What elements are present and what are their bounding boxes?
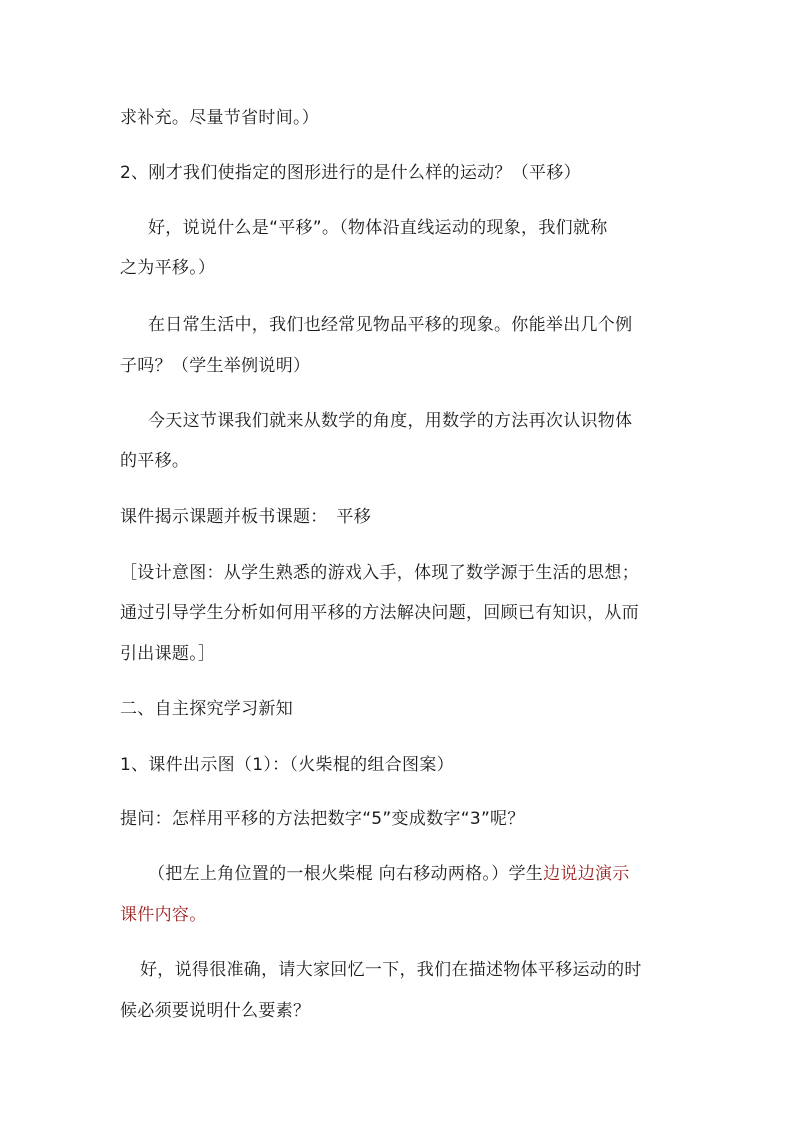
paragraph-line: 的平移。 [120, 451, 190, 471]
paragraph-text: （把左上角位置的一根火柴棍 向右移动两格。）学生 [148, 864, 544, 884]
paragraph-line: 好，说得很准确，请大家回忆一下，我们在描述物体平移运动的时 [140, 960, 642, 980]
question-line: 提问：怎样用平移的方法把数字“5”变成数字“3”呢？ [120, 809, 525, 829]
paragraph-line: 子吗？（学生举例说明） [120, 356, 311, 376]
paragraph-line: 2、刚才我们使指定的图形进行的是什么样的运动？（平移） [120, 163, 581, 183]
design-intent-line: 通过引导学生分析如何用平移的方法解决问题，回顾已有知识，从而 [120, 603, 639, 623]
paragraph-line [148, 863, 630, 885]
design-intent-line: 引出课题。］ [120, 644, 216, 664]
paragraph-line: 求补充。尽量节省时间。） [120, 108, 320, 128]
paragraph-line: 1、课件出示图（1）：（火柴棍的组合图案） [120, 755, 454, 775]
paragraph-line: 之为平移。） [120, 258, 216, 278]
paragraph-line: 在日常生活中，我们也经常见物品平移的现象。你能举出几个例 [148, 315, 633, 335]
paragraph-line: 候必须要说明什么要素？ [120, 1001, 311, 1021]
highlighted-text: 课件内容。 [120, 905, 207, 925]
highlighted-text: 边说边演示 [543, 864, 630, 884]
paragraph-line: 好，说说什么是“平移”。（物体沿直线运动的现象，我们就称 [148, 218, 608, 238]
section-heading: 二、自主探究学习新知 [120, 699, 293, 719]
design-intent-line: ［设计意图：从学生熟悉的游戏入手，体现了数学源于生活的思想； [120, 563, 639, 583]
section-title-line: 课件揭示课题并板书课题： 平移 [120, 507, 371, 527]
paragraph-line: 今天这节课我们就来从数学的角度，用数学的方法再次认识物体 [148, 411, 633, 431]
